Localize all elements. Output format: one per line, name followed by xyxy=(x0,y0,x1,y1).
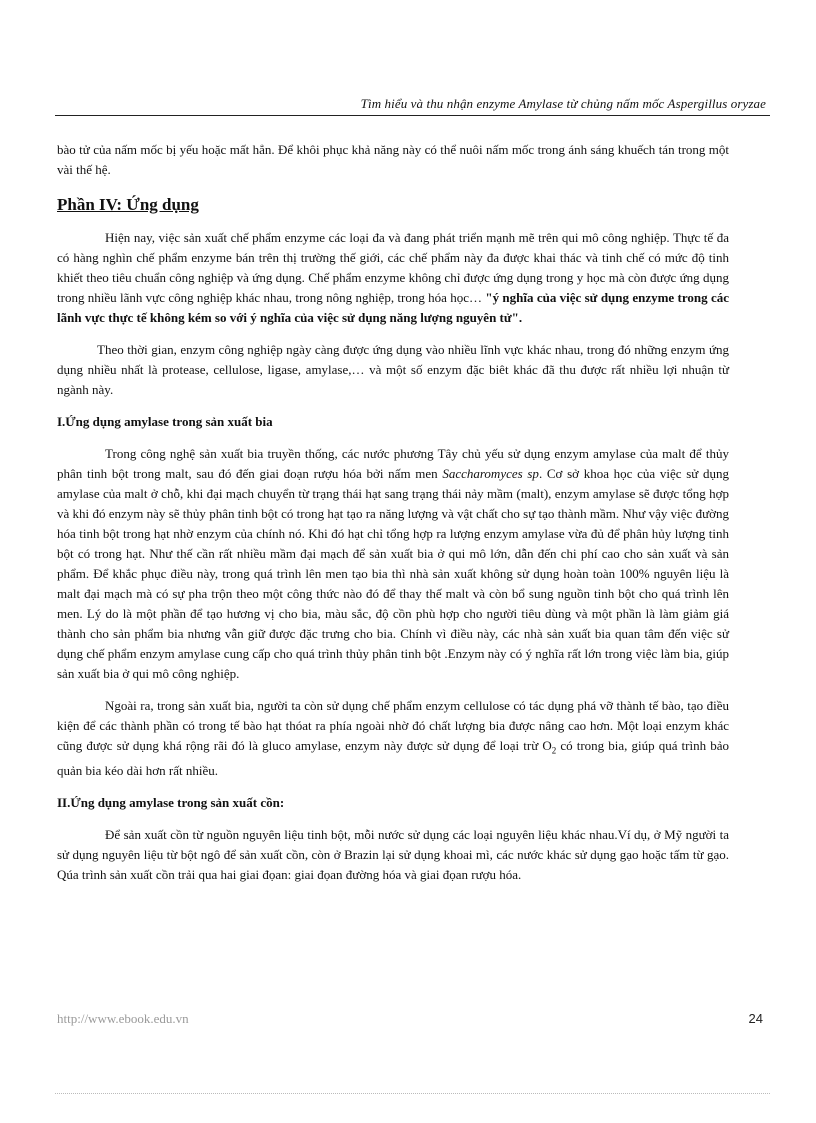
paragraph-industrial-enzymes: Theo thời gian, enzym công nghiệp ngày càng được ứng dụng vào nhiều lĩnh vực khác nhau, trong đó những enzym ứng dụng nhiều nhất là protease, cellulose, ligase, amylase,… và một số enzym đặc biêt khác đã thu được rất nhiều lợi nhuận từ ngành này. xyxy=(57,342,729,397)
subsection-beer-title: I.Ứng dụng amylase trong sản xuất bia xyxy=(57,414,273,429)
paragraph-text: Trong công nghệ sản xuất bia truyền thống, các nước phương Tây chủ yếu sử dụng enzym amylase của malt để thủy phân tinh bột trong malt, sau đó đến giai đoạn rượu hóa bởi nấm men xyxy=(57,446,729,481)
page-content xyxy=(57,140,729,897)
paragraph-applications xyxy=(57,228,729,328)
paragraph-text: có trong bia, giúp quá trình bảo quản bia kéo dài hơn rất nhiều. xyxy=(57,738,729,778)
intro-paragraph: bào tử của nấm mốc bị yếu hoặc mất hẳn. Để khôi phục khả năng này có thể nuôi nấm mốc trong ánh sáng khuếch tán trong một vài thế hệ. xyxy=(57,142,729,177)
paragraph-cellulose xyxy=(57,696,729,781)
running-header: Tìm hiểu và thu nhận enzyme Amylase từ chủng nấm mốc Aspergillus oryzae xyxy=(360,96,766,111)
section-title: Phần IV: Ứng dụng xyxy=(57,195,199,214)
footer-url: http://www.ebook.edu.vn xyxy=(57,1011,189,1026)
page-number: 24 xyxy=(748,1011,763,1026)
subsection-alcohol-title: II.Ứng dụng amylase trong sản xuất cồn: xyxy=(57,794,285,810)
subscript: 2 xyxy=(551,745,557,756)
paragraph-text: Hiện nay, việc sản xuất chế phẩm enzyme các loại đa và đang phát triển mạnh mẽ trên qui mô công nghiệp. Thực tế đa có hàng nghìn chế phẩm enzyme bán trên thị trường thế giới, các chế phẩm này đa được khai thác và tinh chế có mức độ tinh khiết theo tiêu chuẩn công nghiệp và ứng dụng. Chế phẩm enzyme không chỉ được ứng dụng trong y học mà còn được ứng dụng trong nhiều lãnh vực công nghiệp khác nhau, trong nông nghiệp, trong hóa học… xyxy=(57,230,729,305)
header-divider xyxy=(55,115,770,116)
paragraph-text: . Cơ sở khoa học của việc sử dụng amylase của malt ở chỗ, khi đại mạch chuyển từ trạng thái hạt sang trạng thái nảy mầm (malt), enzym amylase sẽ được tổng hợp và khi đó enzym này sẽ thủy phân tinh bột có trong hạt tạo ra năng lượng và vật chất cho sự tạo thành mầm. Như vậy việc đường hóa tinh bột trong hạt nhờ enzym của chính nó. Khi đó hạt chỉ tổng hợp ra lượng enzym amylase vừa đủ để phân hủy lượng tinh bột có trong hạt. Như thế cần rất nhiều mầm đại mạch để sản xuất bia ở qui mô lớn, dẫn đến chi phí cao cho sản xuất và sản phẩm. Để khắc phục điều này, trong quá trình lên men tạo bia thì nhà sản xuất không sử dụng hoàn toàn 100% nguyên liệu là malt đại mạch mà có sự pha trộn theo một công thức nào đó để thay thế malt và còn bổ sung nguồn tinh bột cho quá trình lên men. Lý do là một phần để tạo hương vị cho bia, màu sắc, độ cồn phù hợp cho người tiêu dùng và một phần là làm giảm giá thành cho sản phẩm bia nhưng vẫn giữ được đặc trưng cho bia. Chính vì điều này, các nhà sản xuất bia quan tâm đến việc sử dụng chế phẩm enzym amylase cung cấp cho quá trình thủy phân tinh bột .Enzym này có ý nghĩa rất lớn trong việc làm bia, giúp sản xuất bia ở qui mô công nghiệp. xyxy=(57,466,729,681)
paragraph-text: Ngoài ra, trong sản xuất bia, người ta còn sử dụng chế phẩm enzym cellulose có tác dụng phá vỡ thành tế bào, tạo điều kiện để các thành phần có trong tế bào hạt thóat ra phía ngoài nhờ đó chất lượng bia được nâng cao hơn. Một loại enzym khác cũng được sử dụng khá rộng rãi đó là gluco amylase, enzym này được sử dụng để loại trừ O xyxy=(57,698,729,753)
paragraph-beer xyxy=(57,444,729,684)
bold-quote: "ý nghĩa của việc sử dụng enzyme trong các lãnh vực thực tế không kém so với ý nghĩa của việc sử dụng năng lượng nguyên tử". xyxy=(57,290,729,325)
page-bottom-border xyxy=(55,1093,770,1094)
species-name: Saccharomyces sp xyxy=(442,466,539,481)
paragraph-alcohol: Để sản xuất cồn từ nguồn nguyên liệu tinh bột, mỗi nước sử dụng các loại nguyên liệu khác nhau.Ví dụ, ở Mỹ người ta sử dụng nguyên liệu từ bột ngô để sản xuất cồn, còn ở Brazin lại sử dụng khoai mì, các nước khác sử dụng gạo hoặc tấm từ gạo. Qúa trình sản xuất cồn trải qua hai giai đọan: giai đọan đường hóa và giai đọan rượu hóa. xyxy=(57,826,729,882)
